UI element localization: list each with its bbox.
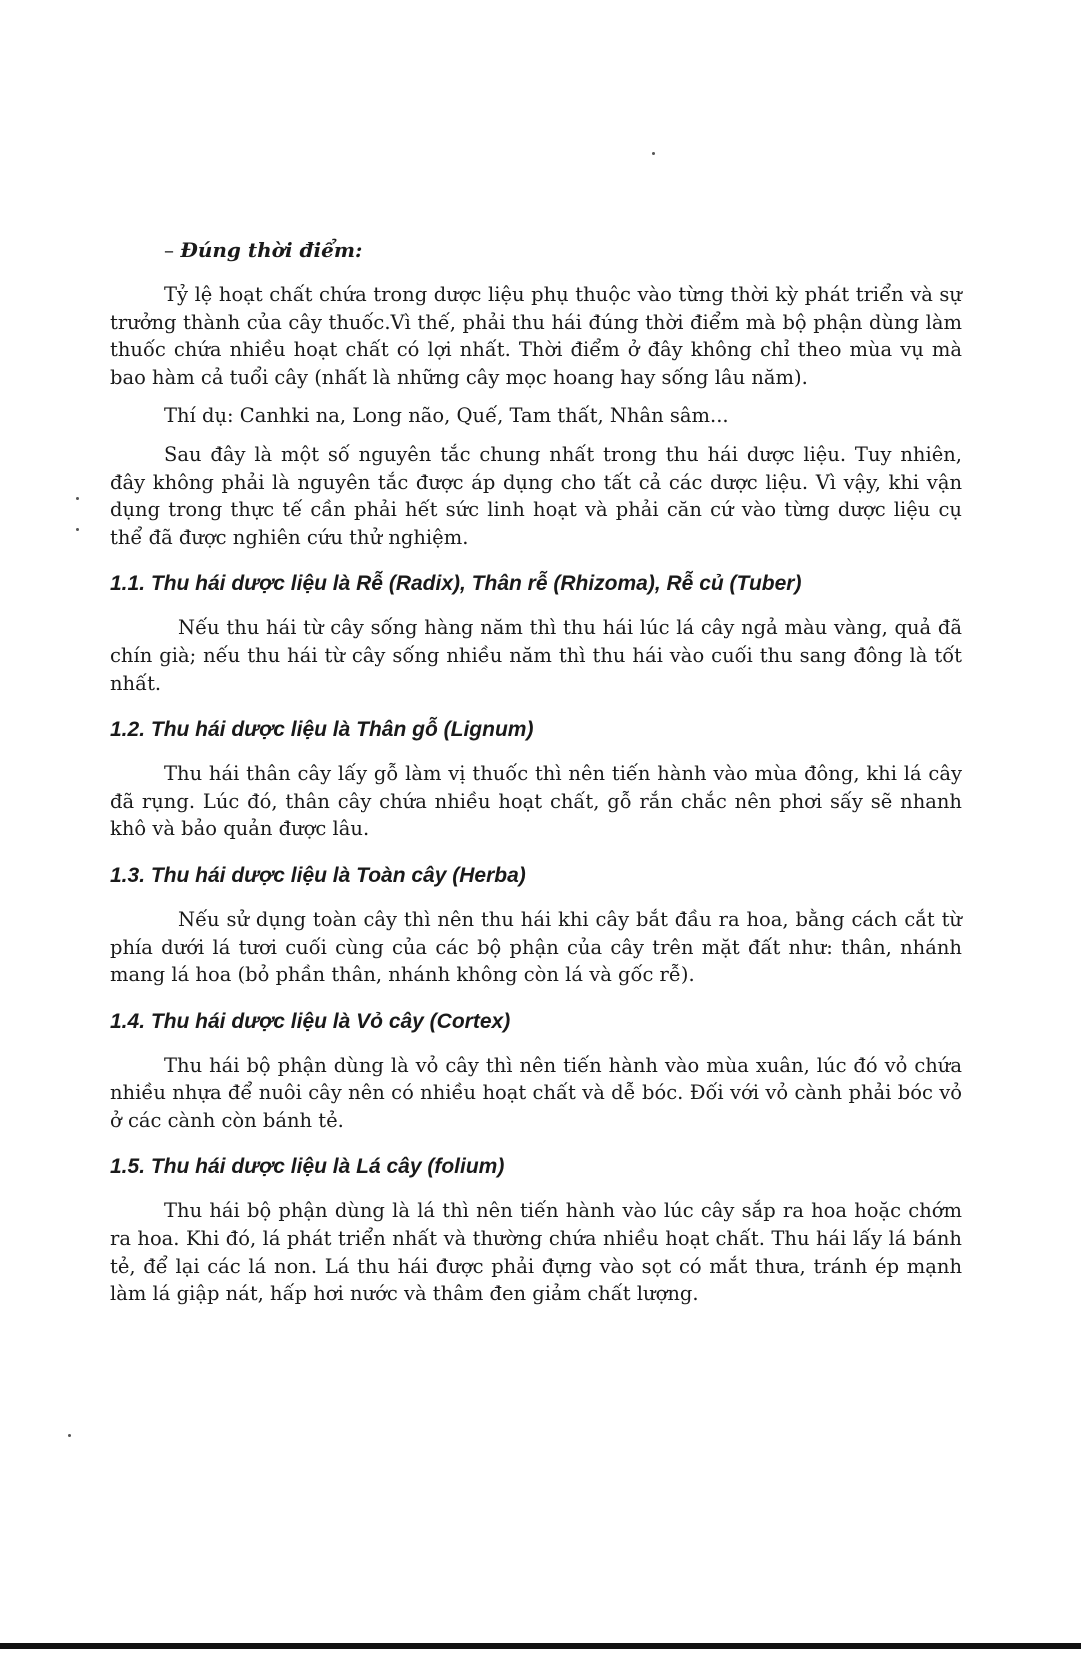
section-heading-herba: 1.3. Thu hái dược liệu là Toàn cây (Herba) (110, 863, 526, 887)
section-heading-leaf: 1.5. Thu hái dược liệu là Lá cây (folium) (110, 1155, 505, 1179)
paragraph-timing: Tỷ lệ hoạt chất chứa trong dược liệu phụ thuộc vào từng thời kỳ phát triển và sự trưởng thành của cây thuốc.Vì thế, phải thu hái đúng thời điểm mà bộ phận dùng làm thuốc chứa nhiều hoạt chất có lợi nhất. Thời điểm ở đây không chỉ theo mùa vụ mà bao hàm cả tuổi cây (nhất là những cây mọc hoang hay sống lâu năm). (110, 283, 962, 389)
section-heading-bark: 1.4. Thu hái dược liệu là Vỏ cây (Cortex) (110, 1009, 511, 1033)
document-page (110, 236, 962, 1308)
scan-speck (652, 152, 655, 155)
paragraph-examples: Thí dụ: Canhki na, Long não, Quế, Tam thất, Nhân sâm... (164, 404, 729, 428)
section-body-roots: Nếu thu hái từ cây sống hàng năm thì thu hái lúc lá cây ngả màu vàng, quả đã chín già; nếu thu hái từ cây sống nhiều năm thì thu hái vào cuối thu sang đông là tốt nhất. (110, 616, 962, 695)
section-body-leaf: Thu hái bộ phận dùng là lá thì nên tiến hành vào lúc cây sắp ra hoa hoặc chớm ra hoa. Khi đó, lá phát triển nhất và thường chứa nhiều hoạt chất. Thu hái lấy lá bánh tẻ, để lại các lá non. Lá thu hái được phải đựng vào sọt có mắt thưa, tránh ép mạnh làm lá giập nát, hấp hơi nước và thâm đen giảm chất lượng. (110, 1199, 962, 1306)
title-text: Đúng thời điểm: (180, 238, 363, 262)
scan-speck (68, 1434, 71, 1437)
title-dash: – (164, 238, 174, 262)
scan-speck (76, 497, 79, 500)
subsection-title (164, 236, 962, 264)
section-heading-wood: 1.2. Thu hái dược liệu là Thân gỗ (Lignum) (110, 718, 534, 742)
section-body-wood: Thu hái thân cây lấy gỗ làm vị thuốc thì nên tiến hành vào mùa đông, khi lá cây đã rụng. Lúc đó, thân cây chứa nhiều hoạt chất, gỗ rắn chắc nên phơi sấy sẽ nhanh khô và bảo quản được lâu. (110, 762, 962, 841)
paragraph-principles: Sau đây là một số nguyên tắc chung nhất trong thu hái dược liệu. Tuy nhiên, đây không phải là nguyên tắc được áp dụng cho tất cả các dược liệu. Vì vậy, khi vận dụng trong thực tế cần phải hết sức linh hoạt và phải căn cứ vào từng dược liệu cụ thể đã được nghiên cứu thử nghiệm. (110, 442, 962, 549)
section-heading-roots: 1.1. Thu hái dược liệu là Rễ (Radix), Thân rễ (Rhizoma), Rễ củ (Tuber) (110, 572, 802, 596)
section-body-herba: Nếu sử dụng toàn cây thì nên thu hái khi cây bắt đầu ra hoa, bằng cách cắt từ phía dưới lá tươi cuối cùng của các bộ phận của cây trên mặt đất như: thân, nhánh mang lá hoa (bỏ phần thân, nhánh không còn lá và gốc rễ). (110, 907, 962, 987)
page-bottom-border (0, 1643, 1081, 1649)
scan-speck (76, 528, 79, 531)
section-body-bark: Thu hái bộ phận dùng là vỏ cây thì nên tiến hành vào mùa xuân, lúc đó vỏ chứa nhiều nhựa để nuôi cây nên có nhiều hoạt chất và dễ bóc. Đối với vỏ cành phải bóc vỏ ở các cành còn bánh tẻ. (110, 1053, 962, 1132)
